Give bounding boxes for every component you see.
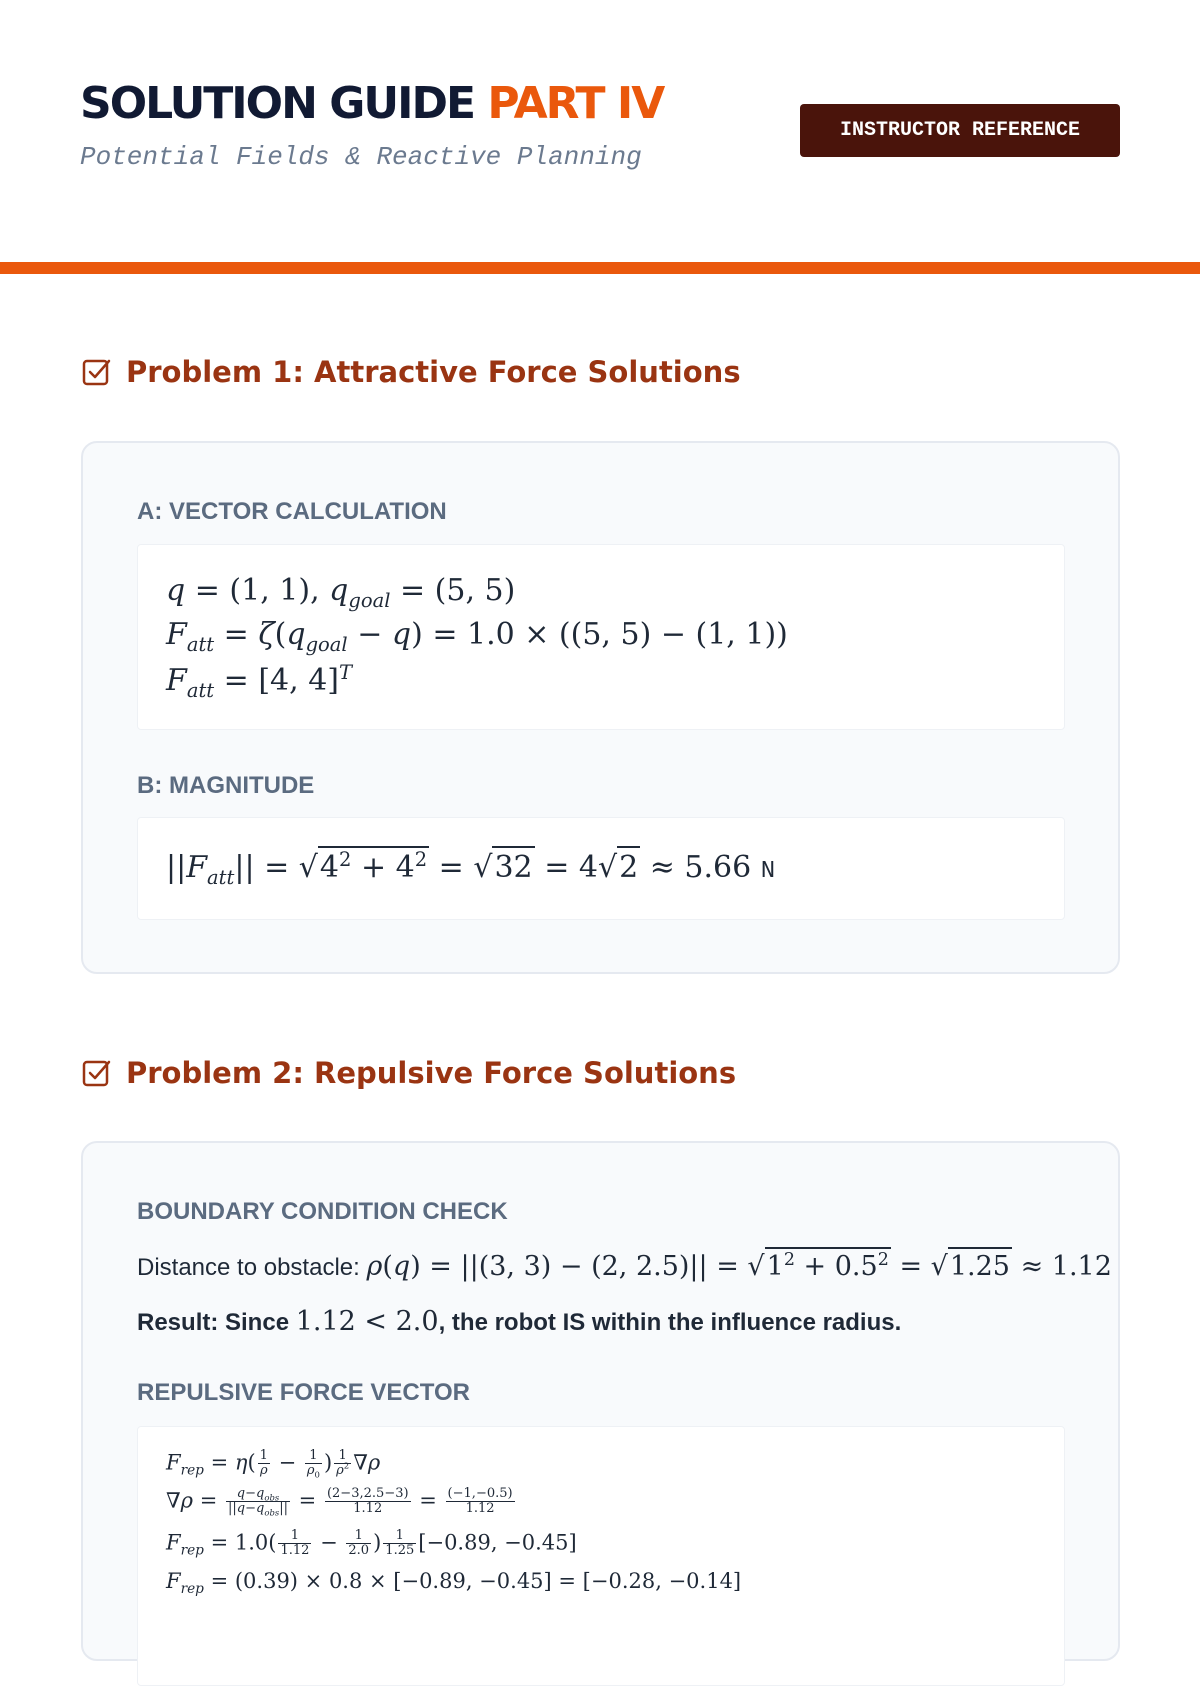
header-divider	[0, 262, 1200, 274]
page-subtitle: Potential Fields & Reactive Planning	[80, 142, 642, 172]
magnitude-unit: N	[760, 858, 776, 885]
math-line: q = (1, 1), $q_{goal} = (5$, 5)	[166, 573, 516, 612]
result-prefix: Result: Since	[137, 1309, 290, 1336]
problem-1-title-text: Problem 1: Attractive Force Solutions	[126, 355, 741, 389]
title-main: SOLUTION GUIDE	[80, 78, 475, 129]
page-header	[0, 0, 1200, 268]
checkbox-checked-icon	[80, 356, 112, 388]
vector-calculation-math	[137, 544, 1065, 730]
checkbox-checked-icon	[80, 1057, 112, 1089]
math-line: $F_{rep} = (0.39) \times 0.8 \times [-0.89$, −0.45] = [−0.28, −0.14]	[166, 1569, 742, 1598]
math-line: $F_{att} = [4$, 4]$^T$	[166, 661, 353, 702]
repulsive-force-label: REPULSIVE FORCE VECTOR	[137, 1379, 470, 1406]
math-line: ∇ρ = $\frac{q-q_{obs}}{||q-q_{obs}||}$ = $\frac{(2-3,2.5-3)}{1.12}$ = $\frac{(-1,-0.5)}{1.12}$	[166, 1486, 513, 1518]
magnitude-math	[137, 817, 1065, 920]
result-statement	[137, 1306, 901, 1337]
result-math: 1.12 < 2.0	[295, 1306, 439, 1337]
problem-2-title-text: Problem 2: Repulsive Force Solutions	[126, 1056, 737, 1090]
repulsive-force-math	[137, 1426, 1065, 1686]
problem-1-title	[80, 355, 741, 389]
section-a-label: A: VECTOR CALCULATION	[137, 498, 447, 525]
math-line: $F_{att} = \zeta(q_{goal} - q) = 1.0 \times ((5$, 5) − (1, 1))	[166, 617, 788, 656]
title-accent: PART IV	[487, 78, 664, 129]
math-line: $F_{rep} = 1.0$( $\frac{1}{1.12}$ − $\frac{1}{2.0}$ ) $\frac{1}{1.25}$ [−0.89, −0.45]	[166, 1528, 577, 1559]
distance-prefix: Distance to obstacle:	[137, 1254, 360, 1281]
page-title	[80, 78, 663, 129]
problem-1-card	[81, 441, 1120, 974]
problem-2-card	[81, 1141, 1120, 1661]
boundary-condition-label: BOUNDARY CONDITION CHECK	[137, 1198, 508, 1225]
distance-statement	[137, 1251, 1112, 1282]
math-line: $F_{rep} = \eta$( $\frac{1}{\rho}$ − $\frac{1}{\rho_0}$ ) $\frac{1}{\rho^2}$ ∇ρ	[166, 1448, 381, 1480]
math-line: $||F_{att}|| = √4^2 + 4^2 = √32 = 4√2 \approx 5.66$ N	[166, 848, 776, 889]
result-suffix: , the robot IS within the influence radius.	[438, 1309, 902, 1336]
problem-2-title	[80, 1056, 736, 1090]
instructor-reference-badge: INSTRUCTOR REFERENCE	[800, 104, 1120, 157]
distance-math: ρ(q) = ||(3, 3) − (2, $2.5)|| = √1^2 + 0.5^2 = √1.25 \approx 1.12$	[366, 1247, 1111, 1282]
section-b-label: B: MAGNITUDE	[137, 772, 315, 799]
